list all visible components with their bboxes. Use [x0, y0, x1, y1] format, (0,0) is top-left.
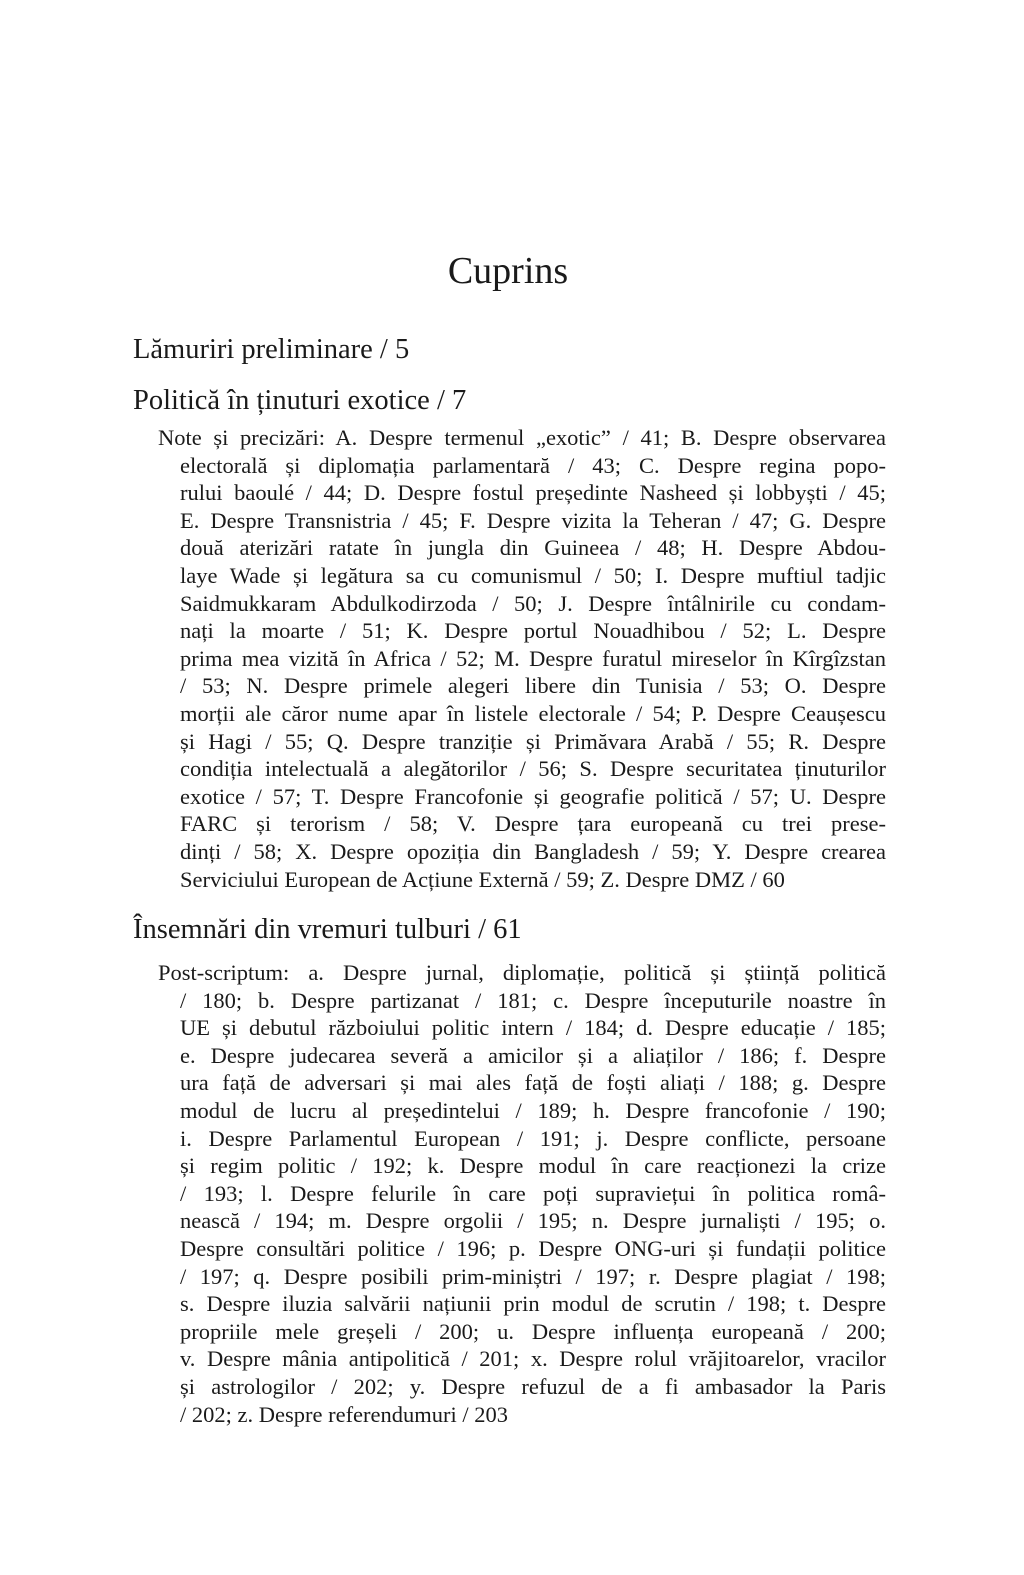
toc-subentry-line: laye Wade și legătura sa cu comunismul / 50; I. Despre muftiul tadjic — [180, 562, 886, 588]
page-title: Cuprins — [447, 250, 569, 292]
toc-subentry-line: modul de lucru al președintelui / 189; h. Despre francofonie / 190; — [180, 1097, 886, 1123]
toc-subentry-line: și astrologilor / 202; y. Despre refuzul de a fi ambasador la Paris — [180, 1373, 886, 1399]
toc-subentry-line: prima mea vizită în Africa / 52; M. Despre furatul mireselor în Kîrgîzstan — [180, 645, 886, 671]
toc-subentry-line: rului baoulé / 44; D. Despre fostul președinte Nasheed și lobbyști / 45; — [180, 480, 886, 506]
toc-subentry-line: două aterizări ratate în jungla din Guineea / 48; H. Despre Abdou- — [180, 535, 886, 561]
toc-subentry-line: morții ale căror nume apar în listele electorale / 54; P. Despre Ceaușescu — [180, 700, 886, 726]
toc-subentry-line: Serviciului European de Acțiune Externă / 59; Z. Despre DMZ / 60 — [180, 866, 785, 892]
toc-subentry-line: e. Despre judecarea severă a amicilor și a aliaților / 186; f. Despre — [180, 1042, 886, 1068]
toc-subentry-line: electorală și diplomația parlamentară / 43; C. Despre regina popo- — [180, 452, 886, 478]
toc-subentry-line: propriile mele greșeli / 200; u. Despre influența europeană / 200; — [180, 1318, 886, 1344]
toc-subentry-line: exotice / 57; T. Despre Francofonie și geografie politică / 57; U. Despre — [180, 783, 886, 809]
toc-subentries — [158, 959, 886, 1428]
toc-chapter-heading: Însemnări din vremuri tulburi / 61 — [133, 914, 522, 945]
toc-subentry-line: i. Despre Parlamentul European / 191; j. Despre conflicte, persoane — [180, 1125, 886, 1151]
toc-subentry-line: condiția intelectuală a alegătorilor / 56; S. Despre securitatea ținuturilor — [180, 756, 886, 782]
toc-subentry-line: Post-scriptum: a. Despre jurnal, diplomație, politică și știință politică — [158, 960, 886, 985]
toc-subentry-line: / 197; q. Despre posibili prim-miniștri / 197; r. Despre plagiat / 198; — [180, 1263, 886, 1289]
toc-subentry-line: nească / 194; m. Despre orgolii / 195; n. Despre jurnaliști / 195; o. — [180, 1208, 886, 1234]
toc-chapter-heading: Politică în ținuturi exotice / 7 — [133, 385, 467, 416]
toc-subentry-line: și Hagi / 55; Q. Despre tranziție și Primăvara Arabă / 55; R. Despre — [180, 728, 886, 754]
toc-subentry-line: UE și debutul războiului politic intern / 184; d. Despre educație / 185; — [180, 1015, 886, 1041]
toc-subentry-line: dinți / 58; X. Despre opoziția din Bangladesh / 59; Y. Despre crearea — [180, 838, 886, 864]
toc-subentry-line: / 180; b. Despre partizanat / 181; c. Despre începuturile noastre în — [180, 987, 886, 1013]
toc-subentry-line: ura față de adversari și mai ales față de foști aliați / 188; g. Despre — [180, 1070, 886, 1096]
toc-subentry-line: / 193; l. Despre felurile în care poți supraviețui în politica româ- — [180, 1180, 886, 1206]
toc-subentry-line: Note și precizări: A. Despre termenul „exotic” / 41; B. Despre observarea — [158, 425, 886, 450]
toc-subentry-line: și regim politic / 192; k. Despre modul în care reacționezi la crize — [180, 1153, 886, 1179]
toc-subentry-line: / 53; N. Despre primele alegeri libere din Tunisia / 53; O. Despre — [180, 673, 886, 699]
toc-subentry-line: s. Despre iluzia salvării națiunii prin modul de scrutin / 198; t. Despre — [180, 1291, 886, 1317]
toc-subentry-line: Despre consultări politice / 196; p. Despre ONG-uri și fundații politice — [180, 1235, 886, 1261]
toc-subentries — [158, 424, 886, 893]
toc-subentry-line: Saidmukkaram Abdulkodirzoda / 50; J. Despre întâlnirile cu condam- — [180, 590, 886, 616]
toc-subentry-line: v. Despre mânia antipolitică / 201; x. Despre rolul vrăjitoarelor, vracilor — [180, 1346, 886, 1372]
toc-subentry-line: / 202; z. Despre referendumuri / 203 — [180, 1401, 509, 1427]
toc-subentry-line: nați la moarte / 51; K. Despre portul Nouadhibou / 52; L. Despre — [180, 618, 886, 644]
toc-chapter-heading: Lămuriri preliminare / 5 — [133, 334, 410, 365]
toc-subentry-line: E. Despre Transnistria / 45; F. Despre vizita la Teheran / 47; G. Despre — [180, 507, 886, 533]
toc-subentry-line: FARC și terorism / 58; V. Despre țara europeană cu trei prese- — [180, 811, 886, 837]
